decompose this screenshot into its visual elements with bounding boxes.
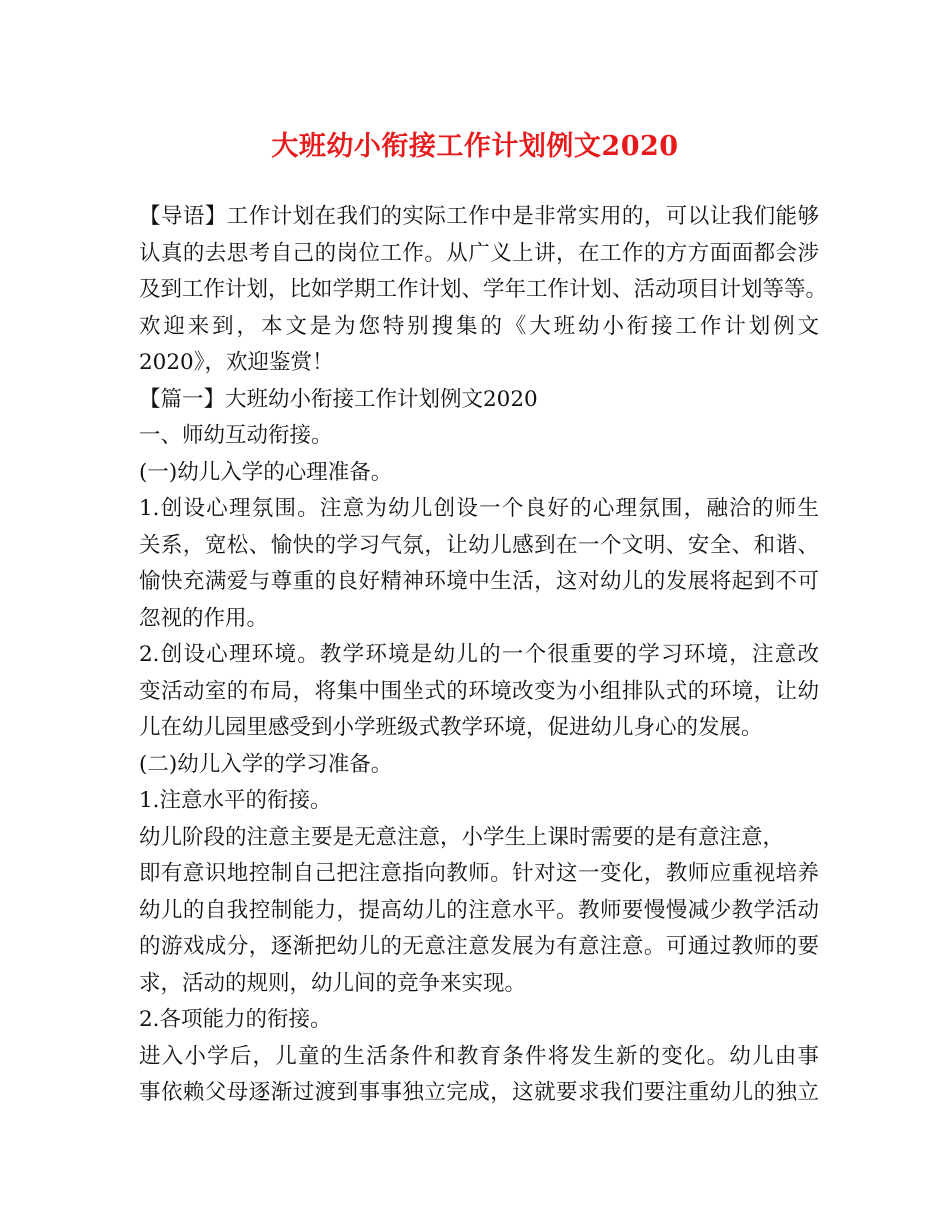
subsection-heading: (一)幼儿入学的心理准备。 xyxy=(139,459,393,485)
body-line: 及到工作计划，比如学期工作计划、学年工作计划、活动项目计划等等。 xyxy=(139,277,828,302)
subsection-heading: 2.各项能力的衔接。 xyxy=(139,1007,332,1032)
body-line: 认真的去思考自己的岗位工作。从广义上讲，在工作的方方面面都会涉 xyxy=(139,240,819,266)
body-line: 2020》，欢迎鉴赏！ xyxy=(139,350,334,375)
body-line: 2.创设心理环境。教学环境是幼儿的一个很重要的学习环境，注意改 xyxy=(139,642,819,667)
subsection-heading: (二)幼儿入学的学习准备。 xyxy=(139,751,393,777)
body-line: 愉快充满爱与尊重的良好精神环境中生活，这对幼儿的发展将起到不可 xyxy=(139,569,819,594)
body-line: 进入小学后，儿童的生活条件和教育条件将发生新的变化。幼儿由事 xyxy=(139,1043,819,1069)
body-line: 事依赖父母逐渐过渡到事事独立完成，这就要求我们要注重幼儿的独立 xyxy=(139,1080,819,1105)
document-title: 大班幼小衔接工作计划例文2020 xyxy=(271,131,679,162)
body-line: 即有意识地控制自己把注意指向教师。针对这一变化，教师应重视培养 xyxy=(139,861,819,886)
body-line: 忽视的作用。 xyxy=(139,605,269,631)
body-line: 1.创设心理氛围。注意为幼儿创设一个良好的心理氛围，融洽的师生 xyxy=(139,496,819,521)
body-line: 幼儿的自我控制能力，提高幼儿的注意水平。教师要慢慢减少教学活动 xyxy=(139,897,819,923)
body-line: 求，活动的规则，幼儿间的竞争来实现。 xyxy=(139,970,527,996)
body-line: 幼儿阶段的注意主要是无意注意，小学生上课时需要的是有意注意， xyxy=(139,824,785,850)
body-line: 关系，宽松、愉快的学习气氛，让幼儿感到在一个文明、安全、和谐、 xyxy=(139,532,819,558)
subsection-heading: 一、师幼互动衔接。 xyxy=(139,423,333,448)
body-line: 的游戏成分，逐渐把幼儿的无意注意发展为有意注意。可通过教师的要 xyxy=(139,934,819,959)
document-body xyxy=(139,199,828,1112)
body-line: 欢迎来到，本文是为您特别搜集的《大班幼小衔接工作计划例文 xyxy=(139,313,819,339)
body-line: 变活动室的布局，将集中围坐式的环境改变为小组排队式的环境，让幼 xyxy=(139,678,819,704)
section-heading: 【篇一】大班幼小衔接工作计划例文2020 xyxy=(139,386,538,412)
subsection-heading: 1.注意水平的衔接。 xyxy=(139,788,332,813)
body-line: 【导语】工作计划在我们的实际工作中是非常实用的，可以让我们能够 xyxy=(139,204,819,229)
body-line: 儿在幼儿园里感受到小学班级式教学环境，促进幼儿身心的发展。 xyxy=(139,715,763,740)
